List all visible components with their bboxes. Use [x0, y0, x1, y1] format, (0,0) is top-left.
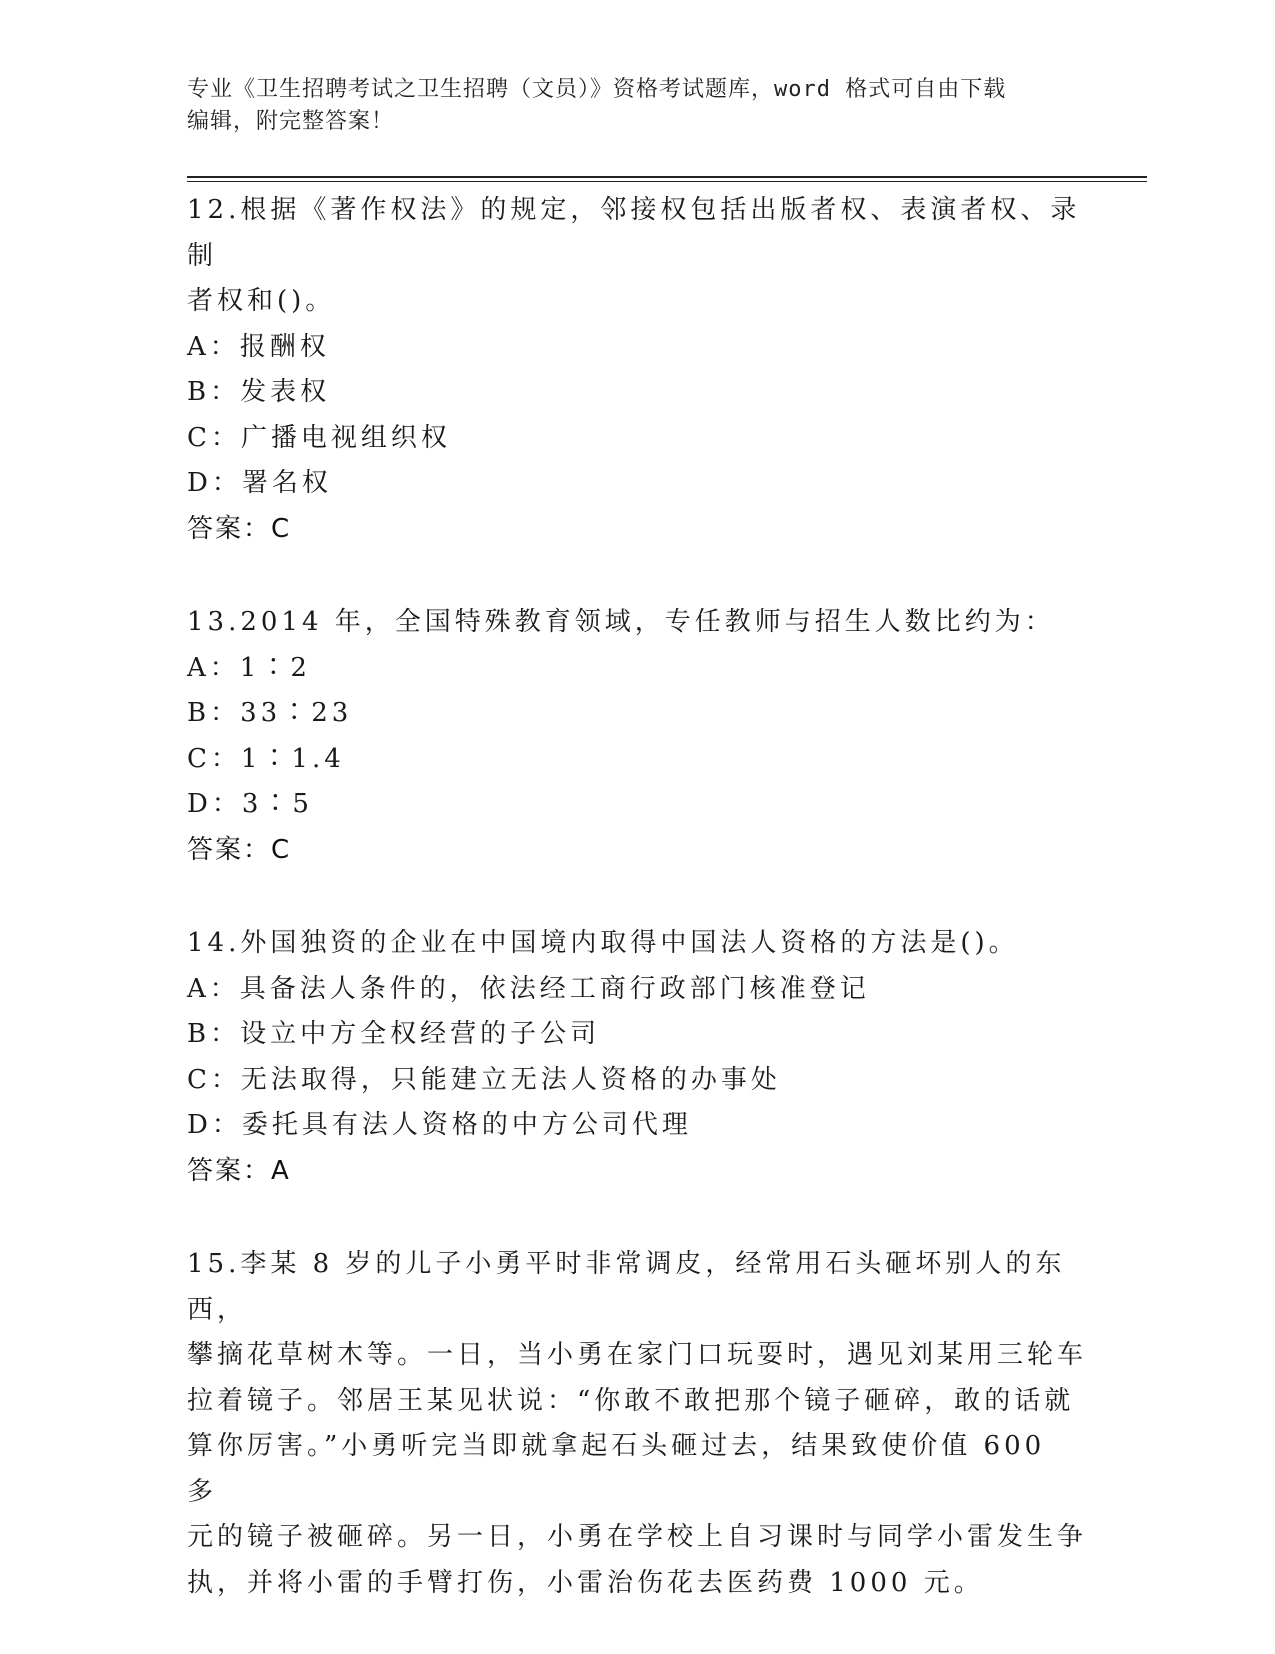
question-stem-line: 拉着镜子。邻居王某见状说：“你敢不敢把那个镜子砸碎，敢的话就	[187, 1385, 1075, 1416]
question-stem-line: 者权和()。	[187, 286, 336, 316]
header-line-1: 专业《卫生招聘考试之卫生招聘（文员）》资格考试题库，word 格式可自由下载	[187, 77, 1007, 102]
option-b: B：33∶23	[187, 698, 353, 728]
option-d: D：3∶5	[187, 789, 313, 819]
document-header	[187, 74, 1067, 138]
option-a: A：1∶2	[187, 652, 311, 683]
answer-line: 答案：A	[187, 1155, 291, 1186]
question-14	[187, 921, 1087, 1194]
option-d: D：署名权	[187, 468, 332, 498]
header-divider-thick	[187, 176, 1147, 178]
question-stem-line: 攀摘花草树木等。一日，当小勇在家门口玩耍时，遇见刘某用三轮车	[187, 1340, 1088, 1370]
option-c: C：广播电视组织权	[187, 422, 451, 453]
header-divider-thin	[187, 181, 1147, 182]
answer-line: 答案：C	[187, 513, 292, 544]
question-stem-line: 14.外国独资的企业在中国境内取得中国法人资格的方法是()。	[187, 928, 1019, 958]
option-c: C：无法取得，只能建立无法人资格的办事处	[187, 1064, 781, 1095]
option-a: A：报酬权	[187, 331, 330, 362]
question-stem-line: 13.2014 年，全国特殊教育领域，专任教师与招生人数比约为：	[187, 607, 1055, 637]
question-stem-line: 执，并将小雷的手臂打伤，小雷治伤花去医药费 1000 元。	[187, 1567, 984, 1598]
answer-line: 答案：C	[187, 834, 292, 865]
question-stem-line: 12.根据《著作权法》的规定，邻接权包括出版者权、表演者权、录制	[187, 195, 1081, 271]
option-d: D：委托具有法人资格的中方公司代理	[187, 1110, 692, 1140]
question-12	[187, 188, 1087, 552]
option-a: A：具备法人条件的，依法经工商行政部门核准登记	[187, 973, 870, 1004]
header-line-2: 编辑，附完整答案！	[187, 109, 395, 134]
question-stem-line: 15.李某 8 岁的儿子小勇平时非常调皮，经常用石头砸坏别人的东西，	[187, 1249, 1066, 1325]
option-c: C：1∶1.4	[187, 743, 345, 774]
question-15	[187, 1242, 1087, 1606]
option-b: B：发表权	[187, 377, 331, 407]
option-b: B：设立中方全权经营的子公司	[187, 1019, 601, 1049]
question-stem-line: 算你厉害。”小勇听完当即就拿起石头砸过去，结果致使价值 600 多	[187, 1431, 1058, 1507]
question-list	[187, 188, 1087, 1654]
question-stem-line: 元的镜子被砸碎。另一日，小勇在学校上自习课时与同学小雷发生争	[187, 1522, 1088, 1552]
question-13	[187, 600, 1087, 873]
